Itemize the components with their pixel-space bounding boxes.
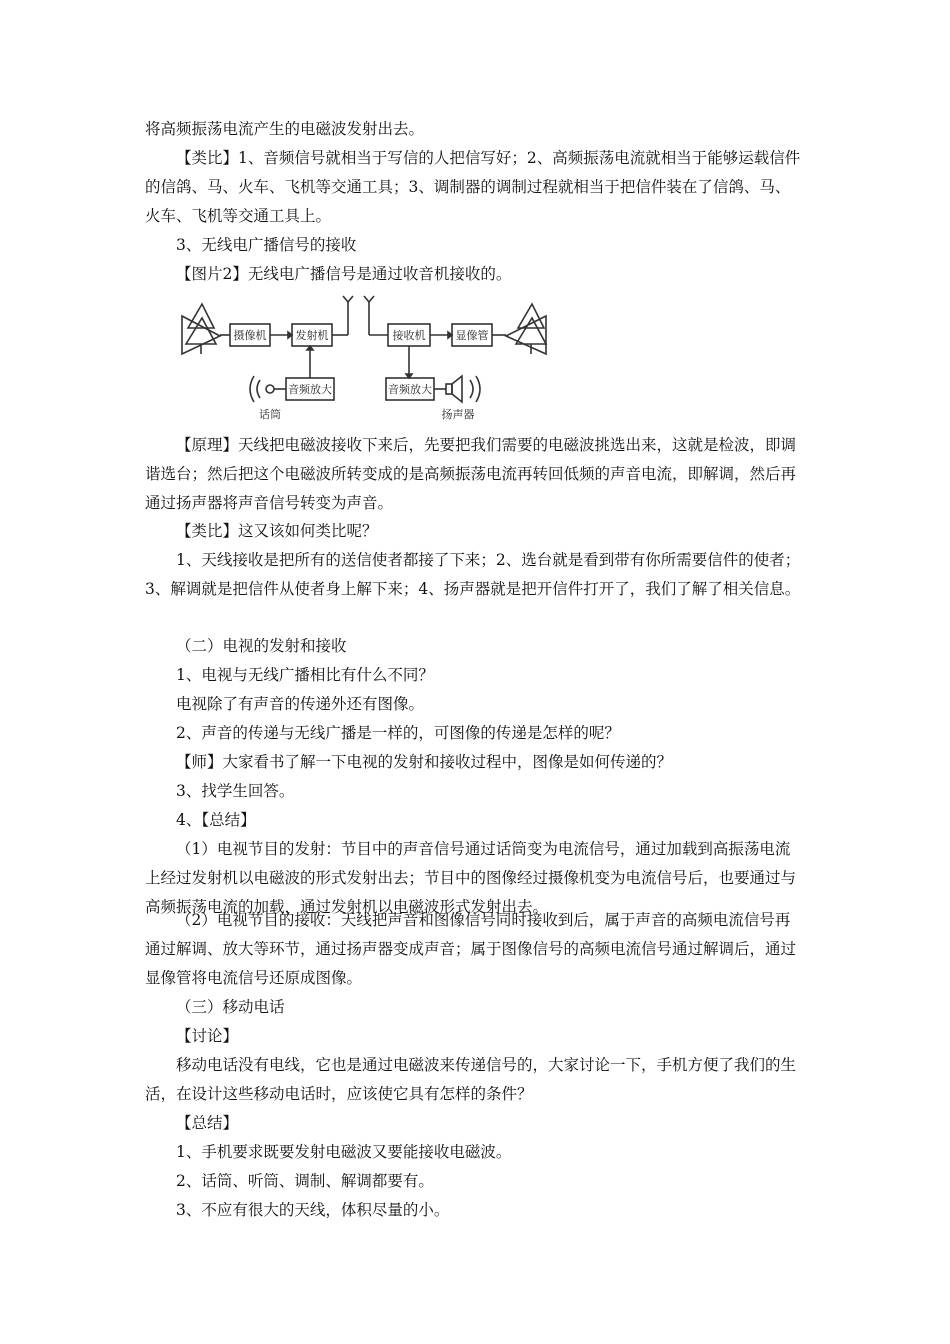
tv-transmission-diagram [180, 292, 550, 426]
paragraph-continuation: 将高频振荡电流产生的电磁波发射出去。 [145, 120, 425, 138]
mobile-summary-heading: 【总结】 [176, 1114, 239, 1132]
paragraph-analogy-1: 【类比】1、音频信号就相当于写信的人把信写好；2、高频振荡电流就相当于能够运载信件的信鸽、马、火车、飞机等交通工具；3、调制器的调制过程就相当于把信件装在了信鸽、马、火车、飞机等交通工具上。 [145, 149, 801, 225]
camera-label: 摄像机 [233, 329, 267, 342]
transmitter-label: 发射机 [295, 329, 329, 342]
heading-tv: （二）电视的发射和接收 [176, 637, 347, 655]
audio-amp-left-label: 音频放大 [288, 383, 332, 396]
mobile-summary-3: 3、不应有很大的天线，体积尽量的小。 [176, 1201, 450, 1219]
mobile-summary-2: 2、话筒、听筒、调制、解调都要有。 [176, 1172, 434, 1190]
picture-tube-label: 显像管 [455, 329, 489, 342]
question-2: 2、声音的传递与无线广播是一样的，可图像的传递是怎样的呢？ [176, 724, 620, 742]
audio-amp-right-label: 音频放大 [388, 383, 432, 396]
paragraph-analogy-2: 1、天线接收是把所有的送信使者都接了下来；2、选台就是看到带有你所需要信件的使者；3、解调就是把信件从使者身上解下来；4、扬声器就是把开信件打开了，我们了解了相关信息。 [145, 551, 801, 598]
heading-mobile-phone: （三）移动电话 [176, 998, 285, 1016]
paragraph-principle: 【原理】天线把电磁波接收下来后，先要把我们需要的电磁波挑选出来，这就是检波，即调谐选台；然后把这个电磁波所转变成的是高频振荡电流再转回低频的声音电流，即解调，然后再通过扬声器将声音信号转变为声音。 [145, 436, 797, 512]
answer-1: 电视除了有声音的传递外还有图像。 [176, 695, 425, 713]
step-3: 3、找学生回答。 [176, 782, 295, 800]
summary-tv-reception: （2）电视节目的接收：天线把声音和图像信号同时接收到后，属于声音的高频电流信号再通过解调、放大等环节，通过扬声器变成声音；属于图像信号的高频电流信号通过解调后，通过显像管将电流信号还原成图像。 [145, 911, 797, 987]
receiver-label: 接收机 [392, 329, 426, 342]
summary-tv-transmission: （1）电视节目的发射：节目中的声音信号通过话筒变为电流信号，通过加载到高振荡电流上经过发射机以电磁波的形式发射出去；节目中的图像经过摄像机变为电流信号后，也要通过与高频振荡电流的加载，通过发射机以电磁波形式发射出去。 [145, 840, 797, 916]
speaker-label: 扬声器 [441, 408, 475, 421]
paragraph-analogy-question: 【类比】这又该如何类比呢？ [176, 522, 378, 540]
heading-radio-reception: 3、无线电广播信号的接收 [176, 236, 357, 254]
mobile-summary-1: 1、手机要求既要发射电磁波又要能接收电磁波。 [176, 1143, 512, 1161]
paragraph-image-2: 【图片2】无线电广播信号是通过收音机接收的。 [176, 265, 512, 283]
teacher-prompt: 【师】大家看书了解一下电视的发射和接收过程中，图像是如何传递的？ [176, 753, 673, 771]
summary-heading: 4、【总结】 [176, 811, 256, 829]
discussion-heading: 【讨论】 [176, 1027, 239, 1045]
question-1: 1、电视与无线广播相比有什么不同？ [176, 666, 434, 684]
microphone-label: 话筒 [259, 408, 281, 421]
discussion-text: 移动电话没有电线，它也是通过电磁波来传递信号的，大家讨论一下，手机方便了我们的生活，在设计这些移动电话时，应该使它具有怎样的条件？ [145, 1056, 797, 1103]
